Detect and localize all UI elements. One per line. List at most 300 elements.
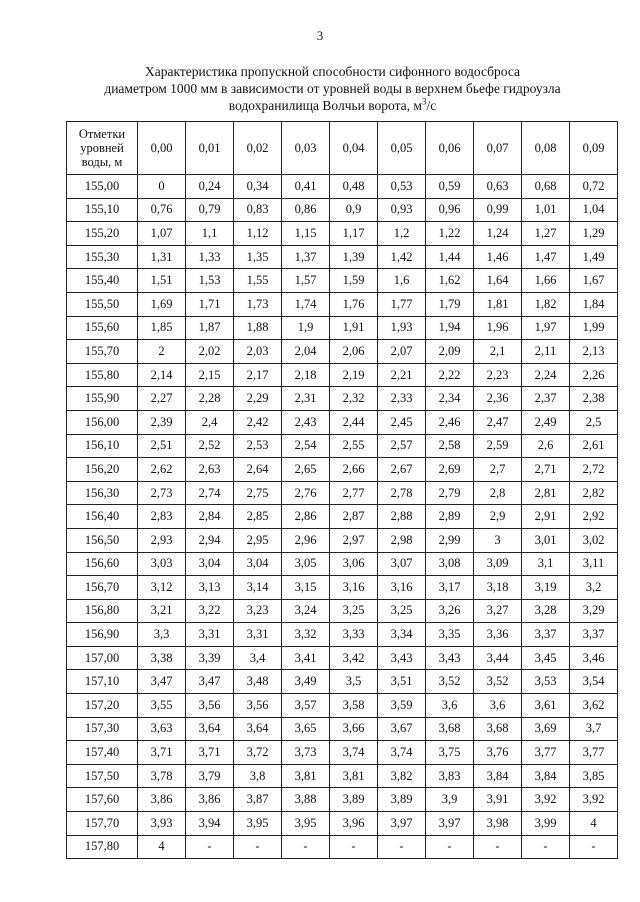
discharge-cell: 2,66 [330,458,378,482]
discharge-cell: 2,36 [474,387,522,411]
discharge-cell: 2,17 [234,363,282,387]
discharge-cell: 0,63 [474,175,522,199]
discharge-cell: 3,46 [570,646,618,670]
discharge-cell: 3,42 [330,646,378,670]
discharge-cell: 1,69 [138,292,186,316]
discharge-cell: 1,42 [378,245,426,269]
discharge-cell: 2,98 [378,528,426,552]
discharge-cell: - [282,835,330,859]
discharge-cell: 0 [138,175,186,199]
discharge-cell: 3,98 [474,812,522,836]
discharge-cell: 1,87 [186,316,234,340]
discharge-cell: 2,57 [378,434,426,458]
discharge-cell: 1,57 [282,269,330,293]
discharge-cell: 2,59 [474,434,522,458]
title-line-3-end: /с [426,98,437,113]
table-row [67,175,618,199]
discharge-cell: 2,19 [330,363,378,387]
water-level-cell: 156,00 [67,410,138,434]
discharge-cell: 2,43 [282,410,330,434]
water-level-cell: 157,00 [67,646,138,670]
title-unit-exponent: 3 [421,96,427,107]
discharge-cell: 2,85 [234,505,282,529]
discharge-cell: 0,24 [186,175,234,199]
discharge-cell: 2,91 [522,505,570,529]
discharge-cell: - [378,835,426,859]
discharge-cell: 2,4 [186,410,234,434]
discharge-cell: 2,11 [522,340,570,364]
discharge-cell: 3,33 [330,623,378,647]
discharge-cell: 3,39 [186,646,234,670]
table-row [67,222,618,246]
discharge-cell: 0,34 [234,175,282,199]
discharge-cell: 2 [138,340,186,364]
table-row [67,363,618,387]
discharge-cell: 3,73 [282,741,330,765]
discharge-cell: 2,83 [138,505,186,529]
table-row [67,505,618,529]
discharge-cell: 3,17 [426,576,474,600]
discharge-cell: 3,49 [282,670,330,694]
table-row [67,599,618,623]
column-header: 0,05 [378,122,426,175]
discharge-cell: 0,99 [474,198,522,222]
discharge-cell: 3,19 [522,576,570,600]
water-level-cell: 157,40 [67,741,138,765]
water-level-cell: 157,30 [67,717,138,741]
discharge-cell: 3,95 [282,812,330,836]
discharge-cell: 1,62 [426,269,474,293]
discharge-cell: 3,64 [186,717,234,741]
column-header: 0,01 [186,122,234,175]
discharge-cell: 3,57 [282,694,330,718]
title-line-1: Характеристика пропускной способности сифонного водосброса [145,64,520,79]
discharge-cell: 3,31 [186,623,234,647]
discharge-cell: 2,88 [378,505,426,529]
discharge-cell: 3,74 [330,741,378,765]
column-header: 0,04 [330,122,378,175]
discharge-cell: 2,28 [186,387,234,411]
discharge-cell: 3,13 [186,576,234,600]
discharge-cell: 1,1 [186,222,234,246]
discharge-cell: 3,61 [522,694,570,718]
discharge-cell: 3,88 [282,788,330,812]
discharge-cell: 2,02 [186,340,234,364]
discharge-cell: 2,67 [378,458,426,482]
discharge-cell: 1,99 [570,316,618,340]
discharge-cell: 4 [138,835,186,859]
discharge-cell: 3,16 [378,576,426,600]
discharge-cell: 3,76 [474,741,522,765]
discharge-cell: 1,39 [330,245,378,269]
discharge-cell: 1,67 [570,269,618,293]
discharge-cell: 3,02 [570,528,618,552]
discharge-cell: 1,91 [330,316,378,340]
discharge-cell: 1,24 [474,222,522,246]
discharge-cell: 3,56 [234,694,282,718]
discharge-cell: 3,11 [570,552,618,576]
discharge-cell: 3,9 [426,788,474,812]
table-row [67,835,618,859]
discharge-cell: 1,9 [282,316,330,340]
title-line-3 [60,97,605,114]
discharge-cell: 2,54 [282,434,330,458]
discharge-cell: 3,15 [282,576,330,600]
water-level-cell: 155,80 [67,363,138,387]
discharge-cell: 3,86 [138,788,186,812]
discharge-cell: 2,03 [234,340,282,364]
discharge-cell: 3,58 [330,694,378,718]
discharge-cell: 1,84 [570,292,618,316]
column-header: 0,03 [282,122,330,175]
discharge-cell: 3,64 [234,717,282,741]
discharge-cell: 3,97 [378,812,426,836]
discharge-cell: 3,37 [522,623,570,647]
discharge-cell: 1,33 [186,245,234,269]
discharge-cell: 2,89 [426,505,474,529]
discharge-cell: 3,3 [138,623,186,647]
discharge-cell: 2,76 [282,481,330,505]
water-level-cell: 157,60 [67,788,138,812]
discharge-cell: 3,43 [426,646,474,670]
discharge-cell: 3,67 [378,717,426,741]
water-level-cell: 157,20 [67,694,138,718]
discharge-cell: 2,78 [378,481,426,505]
discharge-cell: 2,79 [426,481,474,505]
discharge-cell: - [570,835,618,859]
discharge-cell: 1,22 [426,222,474,246]
discharge-cell: 2,81 [522,481,570,505]
water-level-cell: 155,90 [67,387,138,411]
discharge-cell: 1,64 [474,269,522,293]
table-row [67,316,618,340]
discharge-cell: 3,18 [474,576,522,600]
discharge-cell: 2,64 [234,458,282,482]
water-level-cell: 156,10 [67,434,138,458]
discharge-cell: 1,51 [138,269,186,293]
discharge-cell: 2,49 [522,410,570,434]
discharge-cell: 2,32 [330,387,378,411]
discharge-cell: 1,79 [426,292,474,316]
title-line-3-main: водохранилища Волчьи ворота, м [228,98,422,113]
discharge-cell: 3,8 [234,764,282,788]
discharge-cell: 1,31 [138,245,186,269]
table-row [67,410,618,434]
discharge-cell: 3,92 [522,788,570,812]
discharge-cell: 4 [570,812,618,836]
discharge-cell: 0,72 [570,175,618,199]
discharge-cell: 0,9 [330,198,378,222]
table-header-row [67,122,618,175]
discharge-cell: 2,69 [426,458,474,482]
discharge-cell: 3,41 [282,646,330,670]
discharge-cell: 3,69 [522,717,570,741]
discharge-cell: 2,46 [426,410,474,434]
discharge-cell: 1,93 [378,316,426,340]
discharge-cell: - [522,835,570,859]
discharge-cell: 3 [474,528,522,552]
discharge-cell: 2,18 [282,363,330,387]
discharge-cell: 0,68 [522,175,570,199]
discharge-cell: - [426,835,474,859]
table-row [67,741,618,765]
discharge-cell: 3,72 [234,741,282,765]
discharge-cell: 3,14 [234,576,282,600]
discharge-cell: 3,6 [474,694,522,718]
discharge-cell: 2,6 [522,434,570,458]
discharge-cell: 2,47 [474,410,522,434]
discharge-cell: 3,55 [138,694,186,718]
discharge-cell: 3,1 [522,552,570,576]
discharge-cell: 3,52 [474,670,522,694]
discharge-cell: 3,5 [330,670,378,694]
discharge-cell: 2,97 [330,528,378,552]
discharge-cell: 3,74 [378,741,426,765]
discharge-cell: 2,26 [570,363,618,387]
table-row [67,387,618,411]
discharge-cell: 3,77 [522,741,570,765]
discharge-cell: 3,32 [282,623,330,647]
document-title [60,63,605,114]
discharge-cell: 3,81 [282,764,330,788]
discharge-cell: 3,96 [330,812,378,836]
discharge-cell: 2,86 [282,505,330,529]
water-level-cell: 155,10 [67,198,138,222]
discharge-cell: 1,07 [138,222,186,246]
discharge-table [66,121,618,859]
discharge-cell: 3,05 [282,552,330,576]
discharge-cell: 1,15 [282,222,330,246]
water-level-cell: 155,50 [67,292,138,316]
discharge-cell: 3,92 [570,788,618,812]
discharge-cell: 3,35 [426,623,474,647]
discharge-cell: 2,44 [330,410,378,434]
discharge-cell: 2,24 [522,363,570,387]
discharge-cell: 3,71 [186,741,234,765]
discharge-cell: 1,29 [570,222,618,246]
table-row [67,481,618,505]
discharge-cell: 3,37 [570,623,618,647]
water-level-cell: 157,10 [67,670,138,694]
discharge-cell: - [330,835,378,859]
column-header: 0,09 [570,122,618,175]
discharge-cell: 2,22 [426,363,474,387]
discharge-cell: 3,86 [186,788,234,812]
discharge-cell: 1,04 [570,198,618,222]
discharge-cell: - [186,835,234,859]
discharge-cell: 3,47 [138,670,186,694]
water-level-cell: 157,50 [67,764,138,788]
water-level-cell: 156,40 [67,505,138,529]
table-row [67,458,618,482]
discharge-cell: 2,31 [282,387,330,411]
water-level-cell: 155,40 [67,269,138,293]
water-level-cell: 156,70 [67,576,138,600]
discharge-cell: 1,81 [474,292,522,316]
discharge-cell: 3,26 [426,599,474,623]
discharge-cell: 1,73 [234,292,282,316]
discharge-cell: 3,91 [474,788,522,812]
water-level-cell: 155,20 [67,222,138,246]
discharge-cell: 3,31 [234,623,282,647]
discharge-cell: 0,41 [282,175,330,199]
discharge-cell: 1,27 [522,222,570,246]
discharge-cell: 3,25 [378,599,426,623]
discharge-cell: 3,24 [282,599,330,623]
title-line-2: диаметром 1000 мм в зависимости от уровней воды в верхнем бьефе гидроузла [104,81,561,96]
water-level-cell: 155,60 [67,316,138,340]
discharge-cell: 3,29 [570,599,618,623]
discharge-cell: 3,28 [522,599,570,623]
discharge-cell: 2,06 [330,340,378,364]
water-level-cell: 156,20 [67,458,138,482]
discharge-cell: 1,53 [186,269,234,293]
discharge-cell: 3,87 [234,788,282,812]
discharge-cell: 2,5 [570,410,618,434]
table-row [67,576,618,600]
discharge-cell: 2,72 [570,458,618,482]
discharge-cell: 3,7 [570,717,618,741]
discharge-cell: 3,22 [186,599,234,623]
column-header: 0,07 [474,122,522,175]
discharge-cell: 3,45 [522,646,570,670]
discharge-cell: 3,4 [234,646,282,670]
discharge-cell: 1,47 [522,245,570,269]
discharge-cell: 3,53 [522,670,570,694]
discharge-cell: 3,84 [474,764,522,788]
water-level-cell: 156,50 [67,528,138,552]
discharge-cell: 3,51 [378,670,426,694]
discharge-cell: 2,9 [474,505,522,529]
water-level-cell: 155,30 [67,245,138,269]
discharge-cell: 2,45 [378,410,426,434]
discharge-cell: 2,37 [522,387,570,411]
discharge-cell: 3,78 [138,764,186,788]
discharge-cell: 3,75 [426,741,474,765]
water-level-cell: 156,30 [67,481,138,505]
discharge-cell: 1,76 [330,292,378,316]
discharge-cell: 1,01 [522,198,570,222]
discharge-cell: 1,74 [282,292,330,316]
discharge-cell: 3,2 [570,576,618,600]
discharge-cell: 1,59 [330,269,378,293]
discharge-cell: 2,62 [138,458,186,482]
discharge-cell: 2,42 [234,410,282,434]
water-level-cell: 156,60 [67,552,138,576]
table-row [67,198,618,222]
discharge-cell: 3,94 [186,812,234,836]
table-body [67,175,618,859]
discharge-cell: 1,97 [522,316,570,340]
discharge-cell: 3,04 [186,552,234,576]
table-row [67,812,618,836]
discharge-cell: 3,77 [570,741,618,765]
discharge-cell: 1,37 [282,245,330,269]
discharge-cell: 1,66 [522,269,570,293]
discharge-cell: 3,38 [138,646,186,670]
discharge-cell: 2,82 [570,481,618,505]
discharge-cell: 3,25 [330,599,378,623]
discharge-cell: 2,65 [282,458,330,482]
discharge-cell: 0,83 [234,198,282,222]
table-row [67,434,618,458]
table-row [67,764,618,788]
discharge-cell: 3,52 [426,670,474,694]
water-level-cell: 156,90 [67,623,138,647]
discharge-cell: 3,99 [522,812,570,836]
discharge-cell: 2,21 [378,363,426,387]
discharge-cell: 2,93 [138,528,186,552]
discharge-cell: 1,44 [426,245,474,269]
discharge-cell: 2,61 [570,434,618,458]
discharge-cell: 3,83 [426,764,474,788]
discharge-cell: 3,47 [186,670,234,694]
discharge-cell: 2,95 [234,528,282,552]
discharge-cell: 2,39 [138,410,186,434]
discharge-cell: 1,6 [378,269,426,293]
discharge-cell: 2,75 [234,481,282,505]
discharge-cell: 0,53 [378,175,426,199]
discharge-cell: 2,73 [138,481,186,505]
discharge-cell: 2,38 [570,387,618,411]
discharge-cell: 3,82 [378,764,426,788]
discharge-cell: 3,09 [474,552,522,576]
discharge-cell: 3,04 [234,552,282,576]
discharge-cell: 0,93 [378,198,426,222]
discharge-cell: 3,71 [138,741,186,765]
discharge-cell: 2,29 [234,387,282,411]
discharge-cell: 2,77 [330,481,378,505]
discharge-cell: 2,14 [138,363,186,387]
discharge-cell: 2,99 [426,528,474,552]
discharge-cell: 3,23 [234,599,282,623]
discharge-cell: 1,12 [234,222,282,246]
page-number: 3 [316,28,324,43]
discharge-cell: 0,96 [426,198,474,222]
water-level-cell: 156,80 [67,599,138,623]
column-header: 0,02 [234,122,282,175]
discharge-cell: 3,48 [234,670,282,694]
discharge-cell: 3,66 [330,717,378,741]
discharge-cell: 3,62 [570,694,618,718]
discharge-cell: 3,59 [378,694,426,718]
discharge-cell: 2,96 [282,528,330,552]
discharge-cell: 3,54 [570,670,618,694]
column-header: 0,08 [522,122,570,175]
discharge-cell: 3,07 [378,552,426,576]
discharge-cell: 3,43 [378,646,426,670]
discharge-cell: 3,68 [426,717,474,741]
table-row [67,552,618,576]
discharge-cell: 1,96 [474,316,522,340]
discharge-cell: 2,27 [138,387,186,411]
discharge-cell: 2,58 [426,434,474,458]
discharge-cell: 3,81 [330,764,378,788]
discharge-cell: - [474,835,522,859]
column-header: 0,06 [426,122,474,175]
table-row [67,623,618,647]
discharge-cell: 3,03 [138,552,186,576]
discharge-cell: 3,06 [330,552,378,576]
discharge-cell: 1,17 [330,222,378,246]
discharge-cell: 3,01 [522,528,570,552]
discharge-cell: 2,09 [426,340,474,364]
discharge-cell: 3,44 [474,646,522,670]
discharge-cell: 3,63 [138,717,186,741]
discharge-cell: 3,36 [474,623,522,647]
discharge-cell: 2,87 [330,505,378,529]
discharge-cell: 1,82 [522,292,570,316]
